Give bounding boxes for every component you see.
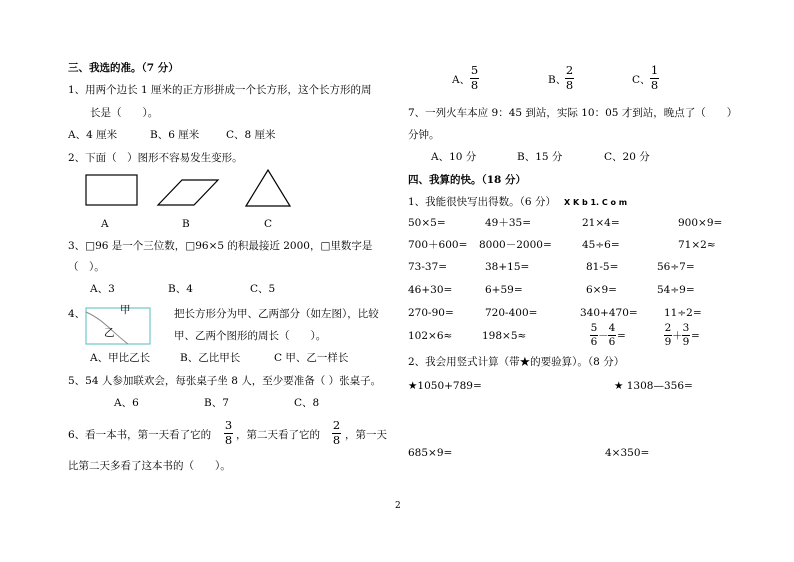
q5-option-a: A、6 (114, 397, 139, 409)
calc-eq-1: = (617, 330, 626, 342)
q6-option-b-fraction: 2 8 (565, 63, 574, 92)
calc-r1-c1: 50×5= (408, 217, 446, 229)
calc-r4-c2: 6+59= (485, 284, 523, 296)
q3-line1: 3、□96 是一个三位数，□96×5 的积最接近 2000，□里数字是 (68, 240, 373, 252)
calc-r2-c3: 45÷6= (582, 239, 620, 251)
section4-q2-title: 2、我会用竖式计算（带★的要验算）。（8 分） (408, 356, 625, 368)
calc-eq-2: = (691, 330, 700, 342)
q3-option-a: A、3 (90, 283, 115, 295)
calc-r3-c3: 81-5= (586, 261, 619, 273)
vertical-calc-1: ★1050+789= (408, 380, 482, 392)
q7-option-c: C、20 分 (604, 151, 650, 163)
calc-frac-5-6: 5 6 (590, 322, 598, 348)
q4-option-b: B、乙比甲长 (180, 352, 241, 364)
q4-line1: 把长方形分为甲、乙两部分（如左图），比较 (174, 308, 379, 320)
calc-r2-c1: 700＋600= (408, 239, 468, 251)
q7-line2: 分钟。 (408, 129, 440, 141)
calc-r2-c2: 8000－2000= (479, 239, 552, 251)
watermark: X K b 1. C o m (564, 198, 628, 207)
q4-number: 4、 (68, 308, 86, 320)
calc-frac-4-6: 4 6 (608, 322, 616, 348)
vertical-calc-3: 685×9= (408, 447, 453, 459)
q3-option-c: C、5 (250, 283, 276, 295)
section3-title: 三、我选的准。（7 分） (68, 62, 179, 74)
calc-r5-c1: 270-90= (408, 307, 454, 319)
calc-minus: － (598, 330, 609, 342)
q1-line2: 长是（ ）。 (90, 107, 159, 119)
section4-q1-title: 1、我能很快写出得数。（6 分） (408, 196, 556, 208)
calc-r6-c2: 198×5≈ (482, 330, 527, 342)
q1-option-a: A、4 厘米 (68, 129, 118, 141)
q4-line2: 甲、乙两个图形的周长（ ）。 (174, 330, 327, 342)
q5-option-b: B、7 (204, 397, 229, 409)
calc-r3-c2: 38+15= (485, 261, 530, 273)
q4-figure-yi: 乙 (104, 327, 115, 339)
calc-frac-3-9: 3 9 (682, 322, 690, 348)
calc-plus: ＋ (672, 330, 683, 342)
calc-r5-c4: 11÷2= (664, 307, 702, 319)
q6-part2: ，第二天看了它的 (236, 429, 320, 441)
vertical-calc-2: ★ 1308—356= (614, 380, 693, 392)
calc-r4-c3: 6×9= (586, 284, 617, 296)
calc-r3-c4: 56÷7= (657, 261, 695, 273)
q2-label-a: A (101, 218, 109, 230)
vertical-calc-4: 4×350= (605, 447, 650, 459)
q2-label-b: B (182, 218, 190, 230)
q6-line2: 比第二天多看了这本书的（ ）。 (68, 460, 231, 472)
q6-option-b-label: B、 (548, 74, 567, 86)
q3-line2: （ ）。 (68, 261, 105, 273)
q6-option-c-fraction: 1 8 (650, 63, 659, 92)
q6-option-a-fraction: 5 8 (470, 63, 479, 92)
calc-r4-c1: 46+30= (408, 284, 453, 296)
q6-part3: ，第一天 (345, 429, 387, 441)
q6-fraction-1: 3 8 (224, 418, 233, 447)
q4-option-c: C 甲、乙一样长 (274, 352, 349, 364)
calc-r6-c1: 102×6≈ (408, 330, 453, 342)
q1-line1: 1、用两个边长 1 厘米的正方形拼成一个长方形，这个长方形的周 (68, 84, 372, 96)
section4-title: 四、我算的快。（18 分） (408, 174, 527, 186)
q6-option-a-label: A、 (452, 74, 471, 86)
q3-option-b: B、4 (168, 283, 193, 295)
calc-r4-c4: 54÷9= (657, 284, 695, 296)
calc-r3-c1: 73-37= (408, 261, 448, 273)
q6-option-c-label: C、 (632, 74, 651, 86)
calc-r2-c4: 71×2≈ (678, 239, 716, 251)
q2-label-c: C (264, 218, 273, 230)
q6-fraction-2: 2 8 (332, 418, 341, 447)
q5-text: 5、54 人参加联欢会，每张桌子坐 8 人，至少要准备（ ）张桌子。 (68, 375, 382, 387)
calc-r5-c2: 720-400= (485, 307, 538, 319)
q4-option-a: A、甲比乙长 (90, 352, 151, 364)
q5-option-c: C、8 (294, 397, 320, 409)
q6-part1: 6、看一本书，第一天看了它的 (68, 429, 212, 441)
calc-frac-2-9: 2 9 (664, 322, 672, 348)
q1-option-c: C、8 厘米 (226, 129, 276, 141)
calc-r5-c3: 340+470= (580, 307, 638, 319)
q7-line1: 7、一列火车本应 9：45 到站，实际 10：05 才到站，晚点了（ ） (408, 107, 738, 119)
page-number: 2 (395, 501, 401, 511)
calc-r1-c3: 21×4= (582, 217, 620, 229)
calc-r1-c2: 49＋35= (485, 217, 532, 229)
q2-text: 2、下面（ ）图形不容易发生变形。 (68, 152, 243, 164)
q7-option-b: B、15 分 (517, 151, 563, 163)
q1-option-b: B、6 厘米 (150, 129, 200, 141)
q4-figure-jia: 甲 (120, 304, 131, 316)
calc-r1-c4: 900×9= (678, 217, 723, 229)
q7-option-a: A、10 分 (431, 151, 477, 163)
